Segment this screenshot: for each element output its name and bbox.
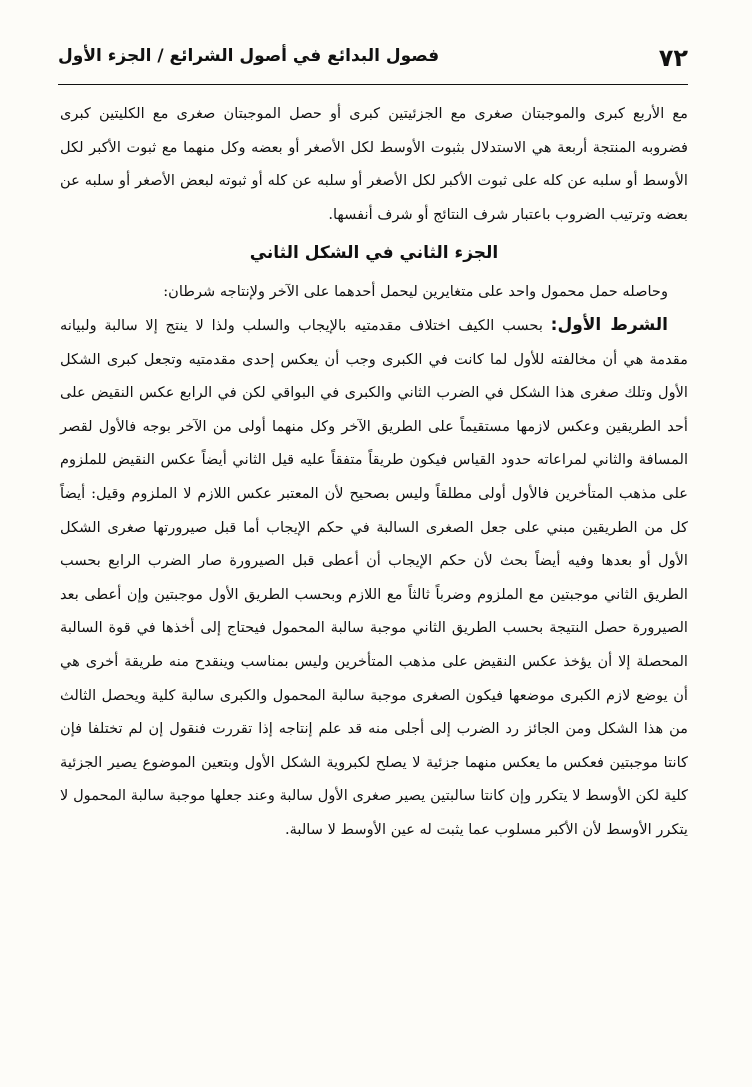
condition-label: الشرط الأول: (550, 314, 669, 335)
header-rule (58, 84, 688, 85)
paragraph-condition-1 (60, 309, 688, 847)
body-text (60, 97, 688, 846)
paragraph-2: وحاصله حمل محمول واحد على متغايرين ليحمل أحدهما على الآخر ولإنتاجه شرطان: (163, 283, 668, 301)
section-heading: الجزء الثاني في الشكل الثاني (249, 243, 499, 264)
paragraph-1: مع الأربع كبرى والموجبتان صغرى مع الجزئيتين كبرى أو حصل الموجبتان صغرى مع الكليتين كبرى فضروبه المنتجة أربعة هي الاستدلال بثبوت الأوسط لكل الأصغر أو بعضه وكل منهما مع ثبوت الأكبر لكل الأوسط أو سلبه عن كله على ثبوت الأكبر لكل الأصغر أو سلبه عن كله أو ثبوته لبعض الأصغر أو سلبه عن بعضه وترتيب الضروب باعتبار شرف النتائج أو شرف أنفسها. (60, 105, 688, 223)
page-header (58, 44, 688, 82)
page-number: ٧٢ (658, 44, 688, 72)
condition-text: بحسب الكيف اختلاف مقدمتيه بالإيجاب والسلب ولذا لا ينتج إلا سالبة ولبيانه مقدمة هي أن مخالفته للأول لما كانت في الكبرى وجب أن يعكس إحدى مقدمتيه وتجعل كبرى الشكل الأول وتلك صغرى هذا الشكل في الضرب الثاني والكبرى في البواقي لكن في الرابع عكس النقيض على أحد الطريقين وعكس لازمها مستقيماً على الطريق الآخر وكل منهما أولى من الآخر بوجه فالأول لقصر المسافة والثاني لمراعاته حدود القياس فيكون طريقاً متفقاً عليه قيل الثاني أيضاً عكس النقيض للملزوم على مذهب المتأخرين فالأول أولى مطلقاً وليس بصحيح لأن المعتبر عكس اللازم لا الملزوم وقيل: أيضاً كل من الطريقين مبني على جعل الصغرى السالبة في حكم الإيجاب أما قبل صيرورتها صغرى الشكل الأول أو بعدها وفيه أيضاً بحث لأن حكم الإيجاب أن أعطى قبل الصيرورة صار الضرب الرابع بحسب الطريق الثاني موجبتين مع الملزوم وضرباً ثالثاً مع اللازم وبحسب الطريق الأول موجبتين وإن أعطى بعد الصيرورة حصل النتيجة بحسب الطريق الثاني موجبة سالبة المحمول فيحتاج إلى أخذها في قوة السالبة المحصلة إلا أن يؤخذ عكس النقيض على مذهب المتأخرين وليس بمناسب وينقدح منه طريقة أخرى هي أن يوضع لازم الكبرى موضعها فيكون الصغرى موجبة سالبة المحمول والكبرى سالبة كلية ويحصل الثالث من هذا الشكل ومن الجائز رد الضرب إلى أجلى منه قد علم إنتاجه إذا تقررت فنقول إن لم تختلفا فإن كانتا موجبتين فعكس ما يعكس منهما جزئية لا يصلح لكبروية الشكل الأول وبتعين الموضوع يصير الجزئية كلية لكن الأوسط لا يتكرر وإن كانتا سالبتين يصير صغرى الأول سالبة وعند جعلها موجبة سالبة المحمول لا يتكرر الأوسط لأن الأكبر مسلوب عما يثبت له عين الأوسط لا سالبة. (60, 316, 688, 838)
running-title: فصول البدائع في أصول الشرائع / الجزء الأول (58, 46, 440, 66)
